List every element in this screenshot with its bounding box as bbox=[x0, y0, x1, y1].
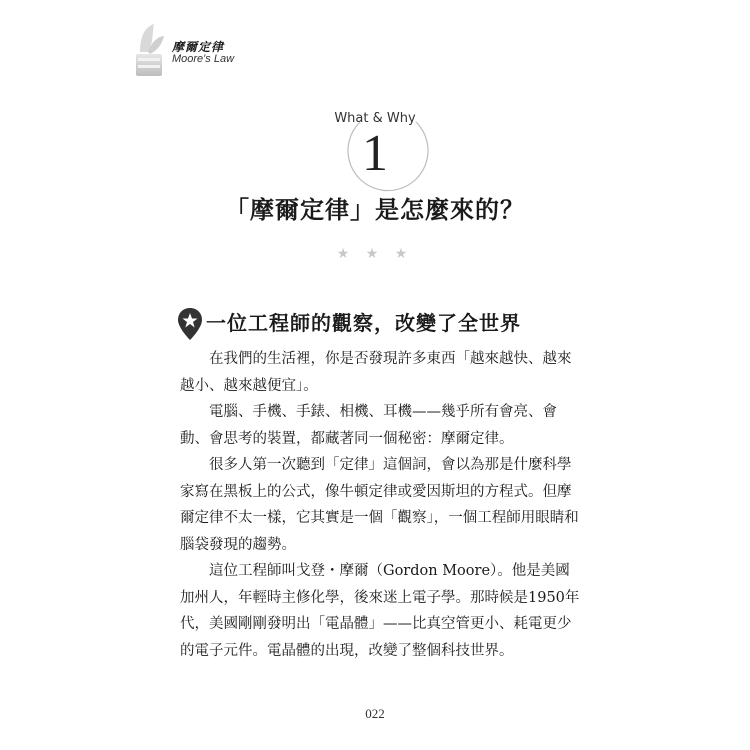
section-label: What & Why bbox=[334, 111, 416, 126]
paragraph: 在我們的生活裡，你是否發現許多東西「越來越快、越來越小、越來越便宜」。 bbox=[180, 351, 572, 394]
chapter-title: 「摩爾定律」是怎麼來的？ bbox=[225, 195, 525, 224]
page-number: 022 bbox=[365, 706, 385, 721]
paragraph: 很多人第一次聽到「定律」這個詞，會以為那是什麼科學家寫在黑板上的公式，像牛頓定律或愛因斯坦的方程式。但摩爾定律不太一樣，它其實是一個「觀察」，一個工程師用眼睛和腦袋發現的趨勢。 bbox=[180, 457, 579, 553]
book-subtitle: Moore's Law bbox=[172, 53, 235, 65]
body-text bbox=[180, 346, 580, 664]
chapter-number: 1 bbox=[362, 125, 388, 182]
paragraph: 這位工程師叫戈登・摩爾（Gordon Moore）。他是美國加州人，年輕時主修化學，後來迷上電子學。那時候是1950年代，美國剛剛發明出「電晶體」——比真空管更小、耗電更少的電子元件。電晶體的出現，改變了整個科技世界。 bbox=[180, 563, 580, 659]
map-pin-star-icon bbox=[177, 307, 203, 341]
section-heading: 一位工程師的觀察，改變了全世界 bbox=[206, 311, 521, 335]
book-plant-logo-icon bbox=[134, 22, 164, 78]
paragraph: 電腦、手機、手錶、相機、耳機——幾乎所有會亮、會動、會思考的裝置，都藏著同一個秘密：摩爾定律。 bbox=[180, 404, 557, 447]
book-title: 摩爾定律 bbox=[172, 40, 225, 54]
star-divider: ★ ★ ★ bbox=[336, 246, 414, 262]
